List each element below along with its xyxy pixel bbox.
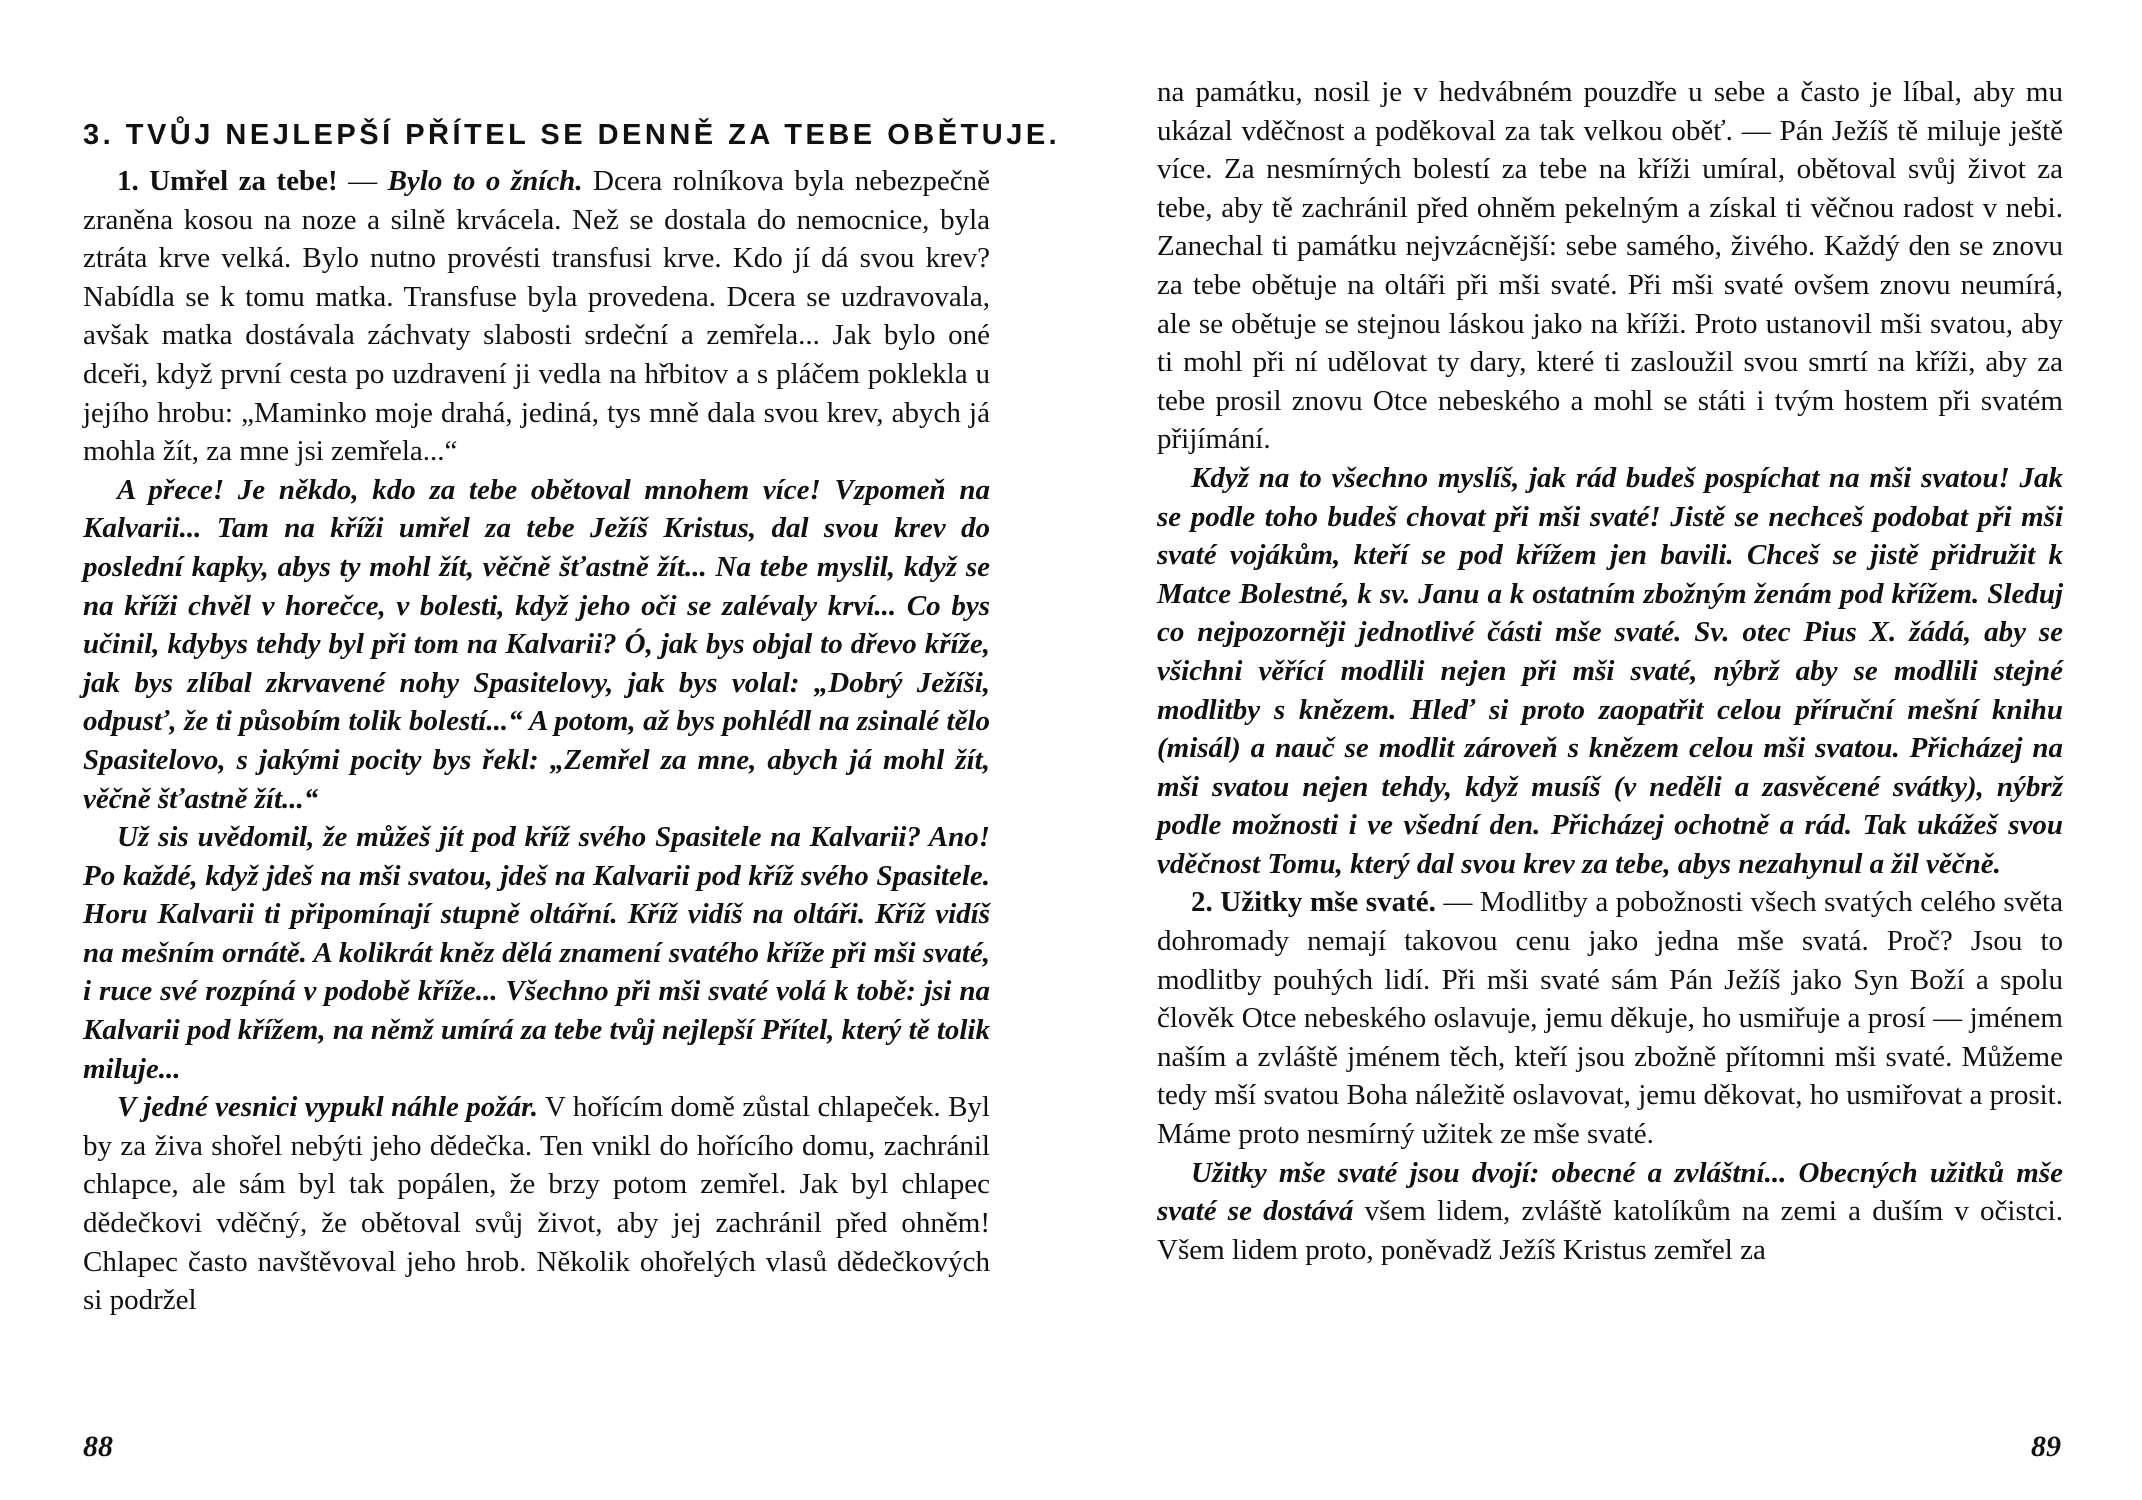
chapter-heading: 3. TVŮJ NEJLEPŠÍ PŘÍTEL SE DENNĚ ZA TEBE OBĚTUJE. xyxy=(83,119,1061,151)
dash: — xyxy=(337,165,388,197)
italic-lead: Užitky mše svaté jsou dvojí: obecné a zvláštní... Obecných užitků mše svaté se dostává xyxy=(1157,1156,2063,1228)
paragraph-text: — Modlitby a pobožnosti všech svatých celého světa dohromady nemají takovou cenu jako jedna mše svatá. Proč? Jsou to modlitby pouhých lidí. Při mši svaté sám Pán Ježíš jako Syn Boží a spolu člověk Otce nebeského oslavuje, jemu děkuje, ho usmiřuje a prosí — jménem naším a zvláště jménem těch, kteří jsou zbožně přítomni mši svaté. Můžeme tedy mší svatou Boha náležitě oslavovat, jemu děkovat, ho usmiřovat a prosit. Máme proto nesmírný užitek ze mše svaté. xyxy=(1157,886,2063,1151)
left-page-text xyxy=(83,116,1061,1320)
italic-lead: Bylo to o žních. xyxy=(387,165,583,197)
italic-lead: V jedné vesnici vypukl náhle požár. xyxy=(117,1091,539,1124)
paragraph-4 xyxy=(1157,1154,2063,1270)
paragraph-text: všem lidem, zvláště katolíkům na zemi a duším v očistci. Všem lidem proto, poněvadž Ježíš Kristus zemřel za xyxy=(1157,1195,2063,1266)
paragraph-2: A přece! Je někdo, kdo za tebe obětoval mnohem více! Vzpomeň na Kalvarii... Tam na kříži umřel za tebe Ježíš Kristus, dal svou krev do poslední kapky, abys ty mohl žít, věčně šťastně žít... Na tebe myslil, když se na kříži chvěl v horečce, v bolesti, když jeho oči se zalévaly krví... Co bys učinil, kdybys tehdy byl při tom na Kalvarii? Ó, jak bys objal to dřevo kříže, jak bys zlíbal zkrvavené nohy Spasitelovy, jak bys volal: „Dobrý Ježíši, odpusť, že ti působím tolik bolestí...“ A potom, až bys pohlédl na zsinalé tělo Spasitelovo, s jakými pocity bys řekl: „Zemřel za mne, abych já mohl žít, věčně šťastně žít...“ xyxy=(83,473,990,815)
paragraph-3: Už sis uvědomil, že můžeš jít pod kříž svého Spasitele na Kalvarii? Ano! Po každé, když jdeš na mši svatou, jdeš na Kalvarii pod kříž svého Spasitele. Horu Kalvarii ti připomínají stupně oltářní. Kříž vidíš na oltáři. Kříž vidíš na mešním ornátě. A kolikrát kněz dělá znamení svatého kříže při mši svaté, i ruce své rozpíná v podobě kříže... Všechno při mši svaté volá k tobě: jsi na Kalvarii pod křížem, na němž umírá za tebe tvůj nejlepší Přítel, který tě tolik miluje... xyxy=(83,821,990,1085)
right-page xyxy=(1071,0,2142,1500)
paragraph-text: Dcera rolníkova byla nebezpečně zraněna kosou na noze a silně krvácela. Než se dostala do nemocnice, byla ztráta krve velká. Bylo nutno provésti transfusi krve. Kdo jí dá svou krev? Nabídla se k tomu matka. Transfuse byla provedena. Dcera se uzdravovala, avšak matka dostávala záchvaty slabosti srdeční a zemřela... Jak bylo oné dceři, když první cesta po uzdravení ji vedla na hřbitov a s pláčem poklekla u jejího hrobu: „Maminko moje drahá, jediná, tys mně dala svou krev, abych já mohla žít, za mne jsi zemřela...“ xyxy=(83,165,990,468)
right-page-text xyxy=(1157,73,2063,1269)
section-label: 1. Umřel za tebe! xyxy=(117,165,338,197)
paragraph-1 xyxy=(83,162,990,471)
paragraph-text: V hořícím domě zůstal chlapeček. Byl by za živa shořel nebýti jeho dědečka. Ten vnikl do hořícího domu, zachránil chlapce, ale sám byl tak popálen, že brzy potom zemřel. Jak byl chlapec dědečkovi vděčný, že obětoval svůj život, aby jej zachránil před ohněm! Chlapec často navštěvoval jeho hrob. Několik ohořelých vlasů dědečkových si podržel xyxy=(83,1091,990,1317)
page-number: 88 xyxy=(83,1430,113,1463)
page-number: 89 xyxy=(2031,1430,2061,1463)
paragraph-1: na památku, nosil je v hedvábném pouzdře u sebe a často je líbal, aby mu ukázal vděčnost a poděkoval za tak velkou oběť. — Pán Ježíš tě miluje ještě více. Za nesmírných bolestí za tebe na kříži umíral, obětoval svůj život za tebe, aby tě zachránil před ohněm pekelným a získal ti věčnou radost v nebi. Zanechal ti památku nejvzácnější: sebe samého, živého. Každý den se znovu za tebe obětuje na oltáři při mši svaté. Při mši svaté ovšem znovu neumírá, ale se obětuje se stejnou láskou jako na kříži. Proto ustanovil mši svatou, aby ti mohl při ní udělovat ty dary, které ti zasloužil svou smrtí na kříži, aby za tebe prosil znovu Otce nebeského a mohl se státi i tvým hostem při svatém přijímání. xyxy=(1157,76,2063,456)
section-label: 2. Užitky mše svaté. xyxy=(1191,886,1436,919)
paragraph-3 xyxy=(1157,883,2063,1153)
paragraph-2: Když na to všechno myslíš, jak rád budeš pospíchat na mši svatou! Jak se podle toho budeš chovat při mši svaté! Jistě se nechceš podobat při mši svaté vojákům, kteří se pod křížem jen bavili. Chceš se jistě přidružit k Matce Bolestné, k sv. Janu a k ostatním zbožným ženám pod křížem. Sleduj co nejpozorněji jednotlivé části mše svaté. Sv. otec Pius X. žádá, aby se všichni věřící modlili nejen při mši svaté, nýbrž aby se modlili stejné modlitby s knězem. Hleď si proto zaopatřit celou příruční mešní knihu (misál) a nauč se modlit zároveň s knězem celou mši svatou. Přicházej na mši svatou nejen tehdy, když musíš (v neděli a zasvěcené svátky), nýbrž podle možnosti i ve všední den. Přicházej ochotně a rád. Tak ukážeš svou vděčnost Tomu, který dal svou krev za tebe, abys nezahynul a žil věčně. xyxy=(1157,461,2063,880)
paragraph-4 xyxy=(83,1088,990,1320)
